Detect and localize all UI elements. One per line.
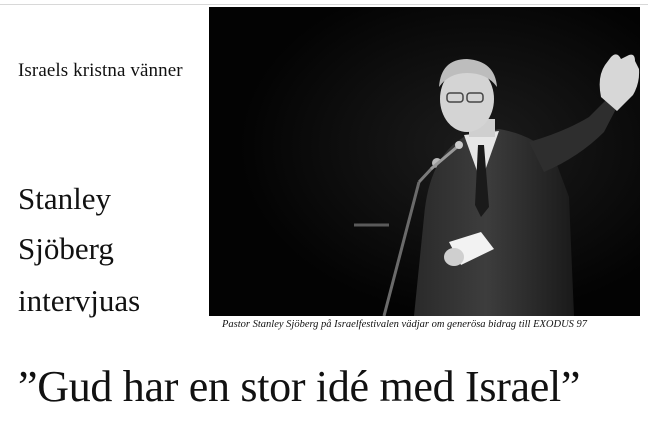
- title-line-3: intervjuas: [18, 283, 141, 318]
- title-line-1: Stanley: [18, 181, 111, 216]
- headline: ”Gud har en stor idé med Israel”: [18, 362, 581, 411]
- section-kicker: Israels kristna vänner: [18, 60, 183, 81]
- speaker-photo: [209, 7, 640, 316]
- photo-caption: Pastor Stanley Sjöberg på Israelfestivalen vädjar om generösa bidrag till EXODUS 97: [222, 319, 588, 330]
- top-rule: [0, 4, 648, 5]
- title-line-2: Sjöberg: [18, 231, 114, 266]
